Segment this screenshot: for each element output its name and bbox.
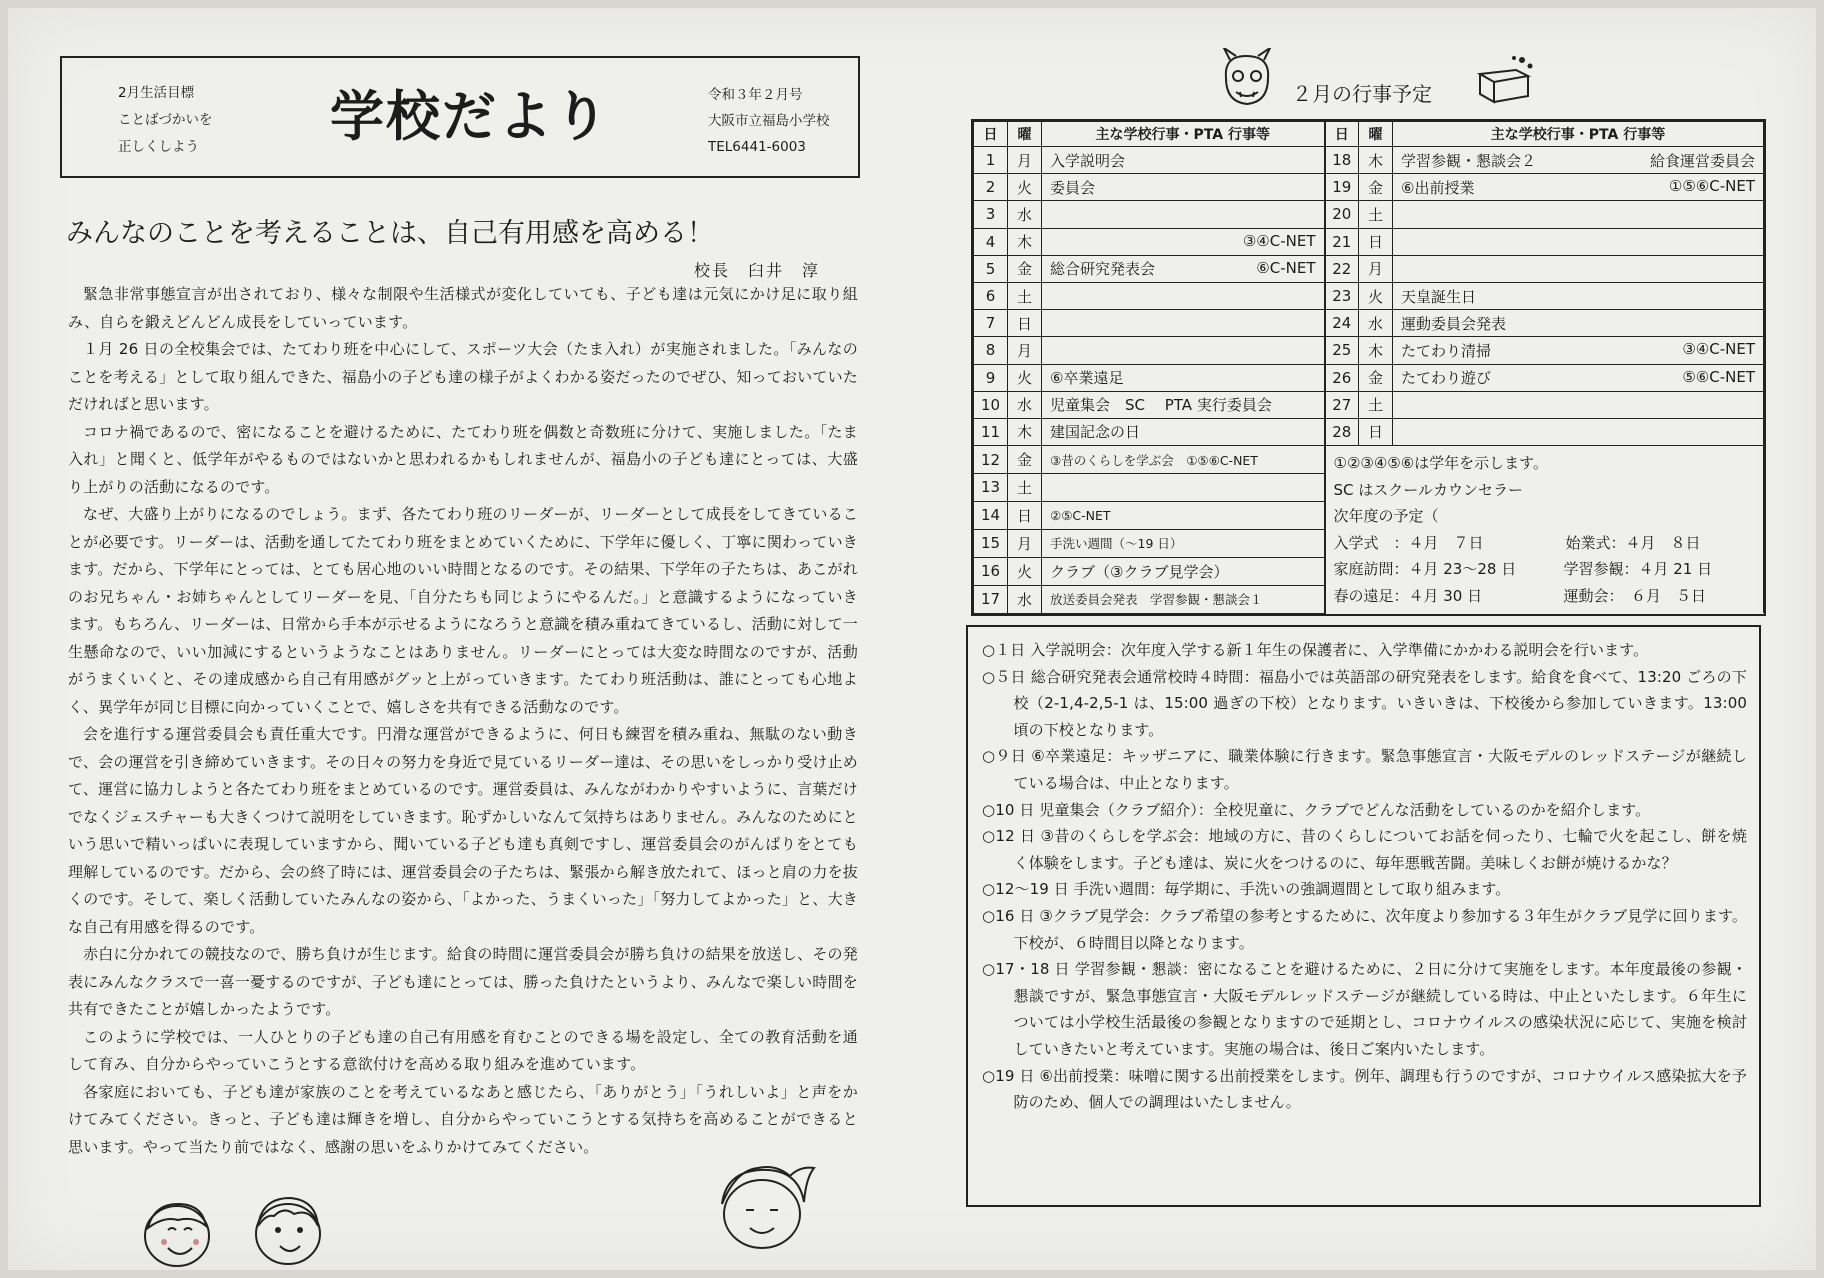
note-row — [1334, 583, 1756, 610]
list-item: ○１日 入学説明会：次年度入学する新１年生の保護者に、入学準備にかかわる説明会を行います。 — [982, 641, 1649, 659]
event-note: ⑥C-NET — [1256, 258, 1316, 277]
day-number: 6 — [974, 282, 1008, 309]
event-text: 放送委員会発表 学習参観・懇談会１ — [1050, 592, 1263, 608]
weekday: 木 — [1008, 418, 1042, 445]
day-number: 8 — [974, 337, 1008, 364]
day-number: 15 — [974, 529, 1008, 557]
note-observation: 学習参観：４月 21 日 — [1563, 560, 1713, 579]
day-number: 18 — [1325, 147, 1359, 174]
weekday: 月 — [1008, 529, 1042, 557]
day-number: 7 — [974, 310, 1008, 337]
day-number: 21 — [1325, 228, 1359, 255]
event-cell — [1393, 228, 1764, 255]
event-cell — [1042, 529, 1325, 557]
day-number: 14 — [974, 501, 1008, 529]
article-paragraph: なぜ、大盛り上がりになるのでしょう。まず、各たてわり班のリーダーが、リーダーとして成長をしてきていることが必要です。リーダーは、活動を通してたてわり班をまとめていくために、下学年に優しく、丁寧に関わっていきます。だから、下学年にとっては、とても居心地のいい時間となるのです。その結果、下学年の子たちは、あこがれのお兄ちゃん・お姉ちゃんとしてリーダーを見、「自分たちも同じようにやるんだ。」と意識するようになっていきます。もちろん、リーダーは、日常から手本が示せるようになろうと意識を積み重ねてきているし、活動に対して一生懸命なので、いい加減にするというようなことはありません。リーダーにとっては大変な時間なのですが、活動がうまくいくと、その達成感から自己有用感がグッと上がっていきます。たてわり班活動は、誰にとっても心地よく、異学年が同じ目標に向かっていくことで、嬉しさを共有できる活動なのです。 — [68, 505, 858, 716]
day-number: 2 — [974, 174, 1008, 201]
col-header-day: 日 — [1325, 122, 1359, 147]
event-cell — [1042, 174, 1325, 201]
note-sports-day: 運動会： ６月 ５日 — [1563, 586, 1707, 605]
event-cell — [1042, 364, 1325, 391]
article-paragraph: 赤白に分かれての競技なので、勝ち負けが生じます。給食の時間に運営委員会が勝ち負けの結果を放送し、その発表にみんなクラスで一喜一憂するのですが、子ども達にとっては、勝った負けたというより、みんなで楽しい時間を共有できたことが嬉しかったようです。 — [68, 945, 858, 1018]
weekday: 日 — [1359, 228, 1393, 255]
event-details — [966, 625, 1761, 1207]
note-opening: 始業式：４月 ８日 — [1565, 533, 1701, 552]
day-number: 12 — [974, 446, 1008, 474]
monthly-goal — [118, 80, 213, 161]
event-text: クラブ（③クラブ見学会） — [1050, 562, 1229, 581]
event-text: 児童集会 SC PTA 実行委員会 — [1050, 396, 1272, 415]
event-cell — [1042, 501, 1325, 529]
day-number: 5 — [974, 255, 1008, 282]
weekday: 火 — [1008, 364, 1042, 391]
day-number: 28 — [1325, 418, 1359, 445]
calendar-row — [974, 201, 1764, 228]
newsletter-header — [60, 56, 860, 178]
col-header-day: 日 — [974, 122, 1008, 147]
event-cell — [1393, 337, 1764, 364]
event-calendar-table — [973, 121, 1764, 614]
weekday: 土 — [1008, 282, 1042, 309]
weekday: 日 — [1008, 310, 1042, 337]
event-text: 手洗い週間（～19 日） — [1050, 536, 1183, 552]
article-body — [68, 281, 858, 1161]
calendar-row — [974, 255, 1764, 282]
event-cell — [1042, 337, 1325, 364]
weekday: 金 — [1008, 255, 1042, 282]
issue-date: 令和３年２月号 — [708, 87, 803, 103]
event-cell — [1042, 557, 1325, 585]
weekday: 月 — [1008, 337, 1042, 364]
event-cell — [1042, 255, 1325, 282]
note-next-year: 次年度の予定（ — [1333, 507, 1439, 526]
event-cell — [1393, 255, 1764, 282]
day-number: 19 — [1325, 174, 1359, 201]
list-item: ○12 日 ③昔のくらしを学ぶ会：地域の方に、昔のくらしについてお話を伺ったり、七輪で火を起こし、餅を焼く体験をします。子ども達は、炭に火をつけるのに、毎年悪戦苦闘。美味しくお餅が焼けるかな？ — [982, 827, 1747, 872]
weekday: 土 — [1359, 201, 1393, 228]
article-paragraph: コロナ禍であるので、密になることを避けるために、たてわり班を偶数と奇数班に分けて、実施しました。「たま入れ」と聞くと、低学年がやるものではないかと思われるかもしれませんが、福島小の子ども達にとっては、大盛り上がりの活動になるのです。 — [68, 422, 858, 496]
event-text: 総合研究発表会 — [1050, 260, 1156, 279]
event-cell — [1042, 585, 1325, 613]
event-text: ⑥卒業遠足 — [1050, 369, 1124, 388]
event-cell — [1393, 174, 1764, 201]
oni-mask-icon — [1216, 48, 1278, 112]
day-number: 4 — [974, 228, 1008, 255]
event-cell — [1042, 201, 1325, 228]
school-tel: TEL6441-6003 — [708, 139, 806, 155]
weekday: 火 — [1008, 174, 1042, 201]
bean-box-icon — [1472, 54, 1536, 104]
note-entrance: 入学式 ：４月 ７日 — [1333, 533, 1484, 552]
day-number: 13 — [974, 473, 1008, 501]
weekday: 木 — [1359, 147, 1393, 174]
weekday: 木 — [1359, 337, 1393, 364]
weekday: 金 — [1359, 364, 1393, 391]
day-number: 25 — [1325, 337, 1359, 364]
event-cell — [1042, 310, 1325, 337]
event-text: たてわり清掃 — [1401, 341, 1492, 360]
event-cell — [1393, 282, 1764, 309]
event-cell — [1393, 201, 1764, 228]
col-header-weekday: 曜 — [1359, 122, 1393, 147]
event-text: 委員会 — [1050, 178, 1096, 197]
weekday: 金 — [1008, 446, 1042, 474]
day-number: 22 — [1325, 255, 1359, 282]
list-item: ○５日 総合研究発表会通常校時４時間：福島小では英語部の研究発表をします。給食を食べて、13:20 ごろの下校（2-1,4-2,5-1 は、15:00 過ぎの下校）となります。いきいきは、下校後から参加していきます。13:00 頃の下校となります。 — [982, 667, 1747, 739]
calendar-row — [974, 446, 1764, 474]
event-note: ①⑤⑥C-NET — [1668, 177, 1755, 196]
event-cell — [1393, 364, 1764, 391]
event-note: ③④C-NET — [1242, 231, 1316, 250]
weekday: 土 — [1008, 473, 1042, 501]
note-row — [1334, 556, 1756, 583]
day-number: 10 — [974, 391, 1008, 418]
weekday: 水 — [1008, 391, 1042, 418]
day-number: 23 — [1325, 282, 1359, 309]
event-cell — [1042, 446, 1325, 474]
day-number: 20 — [1325, 201, 1359, 228]
event-cell — [1393, 147, 1764, 174]
schedule-title: ２月の行事予定 — [1292, 82, 1432, 106]
calendar-row — [974, 147, 1764, 174]
weekday: 月 — [1008, 147, 1042, 174]
event-text: 天皇誕生日 — [1401, 287, 1477, 306]
issue-info — [708, 82, 830, 160]
calendar-header-row — [974, 122, 1764, 147]
event-calendar — [971, 119, 1766, 616]
col-header-events: 主な学校行事・PTA 行事等 — [1393, 122, 1764, 147]
calendar-row — [974, 174, 1764, 201]
weekday: 水 — [1359, 310, 1393, 337]
day-number: 17 — [974, 585, 1008, 613]
col-header-events: 主な学校行事・PTA 行事等 — [1042, 122, 1325, 147]
school-name: 大阪市立福島小学校 — [708, 113, 830, 129]
calendar-row — [974, 391, 1764, 418]
day-number: 11 — [974, 418, 1008, 445]
note-grades: ①②③④⑤⑥は学年を示します。 — [1333, 454, 1548, 473]
article-paragraph: 緊急非常事態宣言が出されており、様々な制限や生活様式が変化していても、子ども達は元気にかけ足に取り組み、自らを鍛えどんどん成長をしていっています。 — [68, 285, 858, 331]
child-face-illustration-2 — [244, 1186, 330, 1272]
event-text: 運動委員会発表 — [1401, 314, 1507, 333]
col-header-weekday: 曜 — [1008, 122, 1042, 147]
weekday: 水 — [1008, 585, 1042, 613]
event-text: ⑥出前授業 — [1401, 178, 1475, 197]
weekday: 火 — [1359, 282, 1393, 309]
weekday: 木 — [1008, 228, 1042, 255]
weekday: 土 — [1359, 391, 1393, 418]
schedule-notes — [1325, 446, 1764, 614]
child-face-illustration-3 — [710, 1158, 820, 1254]
event-text: たてわり遊び — [1401, 369, 1492, 388]
day-number: 26 — [1325, 364, 1359, 391]
event-cell — [1042, 282, 1325, 309]
article-paragraph: 各家庭においても、子ども達が家族のことを考えているなあと感じたら、「ありがとう」「うれしいよ」と声をかけてみてください。きっと、子ども達は輝きを増し、自分からやっていこうとする気持ちを高めることができると思います。やって当たり前ではなく、感謝の思いをふりかけてみてください。 — [68, 1082, 858, 1156]
event-cell — [1042, 473, 1325, 501]
goal-line-1: ことばづかいを — [118, 112, 213, 128]
newsletter-title: 学校だより — [330, 85, 610, 148]
weekday: 日 — [1359, 418, 1393, 445]
day-number: 27 — [1325, 391, 1359, 418]
event-cell — [1042, 228, 1325, 255]
event-cell — [1042, 391, 1325, 418]
list-item: ○16 日 ③クラブ見学会：クラブ希望の参考とするために、次年度より参加する３年生がクラブ見学に回ります。下校が、６時間目以降となります。 — [982, 906, 1747, 952]
event-text: ②⑤C-NET — [1050, 507, 1111, 523]
list-item: ○19 日 ⑥出前授業：味噌に関する出前授業をします。例年、調理も行うのですが、コロナウイルス感染拡大を予防のため、個人での調理はいたしません。 — [982, 1066, 1747, 1112]
event-cell — [1393, 310, 1764, 337]
child-face-illustration-1 — [134, 1190, 220, 1276]
newsletter-sheet — [8, 8, 1816, 1270]
calendar-row — [974, 228, 1764, 255]
weekday: 月 — [1359, 255, 1393, 282]
list-item: ○12～19 日 手洗い週間：毎学期に、手洗いの強調週間として取り組みます。 — [982, 880, 1511, 899]
calendar-row — [974, 282, 1764, 309]
note-spring-trip: 春の遠足：４月 30 日 — [1333, 586, 1483, 605]
event-note: 給食運営委員会 — [1649, 152, 1755, 170]
goal-label: 2月生活目標 — [118, 85, 195, 101]
event-cell — [1042, 147, 1325, 174]
list-item: ○10 日 児童集会（クラブ紹介）：全校児童に、クラブでどんな活動をしているのかを紹介します。 — [982, 800, 1651, 819]
list-item: ○９日 ⑥卒業遠足：キッザニアに、職業体験に行きます。緊急事態宣言・大阪モデルのレッドステージが継続している場合は、中止となります。 — [982, 747, 1747, 792]
event-text: 入学説明会 — [1050, 151, 1126, 170]
weekday: 日 — [1008, 501, 1042, 529]
event-details-list — [968, 627, 1759, 1116]
note-sc: SC はスクールカウンセラー — [1333, 480, 1523, 499]
event-note: ③④C-NET — [1682, 340, 1755, 359]
weekday: 火 — [1008, 557, 1042, 585]
article-author: 校長 臼井 淳 — [694, 261, 821, 280]
day-number: 1 — [974, 147, 1008, 174]
article-paragraph: １月 26 日の全校集会では、たてわり班を中心にして、スポーツ大会（たま入れ）が実施されました。「みんなのことを考える」として取り組んできた、福島小の子ども達の様子がよくわかる姿だったのでぜひ、知っておいていただければと思います。 — [68, 340, 858, 413]
article-paragraph: このように学校では、一人ひとりの子ども達の自己有用感を育むことのできる場を設定し、全ての教育活動を通して育み、自分からやっていこうとする意欲付けを高める取り組みを進めています。 — [68, 1027, 858, 1073]
event-text: ③昔のくらしを学ぶ会 ①⑤⑥C-NET — [1050, 452, 1258, 468]
calendar-row — [974, 310, 1764, 337]
day-number: 3 — [974, 201, 1008, 228]
calendar-row — [974, 337, 1764, 364]
event-text: 建国記念の日 — [1050, 423, 1141, 442]
event-cell — [1042, 418, 1325, 445]
weekday: 金 — [1359, 174, 1393, 201]
calendar-row — [974, 418, 1764, 445]
day-number: 16 — [974, 557, 1008, 585]
note-row — [1334, 530, 1756, 557]
event-text: 学習参観・懇談会２ — [1401, 151, 1537, 170]
event-note: ⑤⑥C-NET — [1682, 367, 1755, 386]
article-paragraph: 会を進行する運営委員会も責任重大です。円滑な運営ができるように、何日も練習を積み重ね、無駄のない動きで、会の運営を引き締めていきます。その日々の努力を身近で見ているリーダー達は、その思いをしっかり受け止めて、運営に協力しようと各たてわり班をまとめているのです。運営委員は、みんながわかりやすいように、言葉だけでなくジェスチャーも大きくつけて説明をしていきます。恥ずかしいなんて気持ちはありません。みんなのためにという思いで精いっぱいに表現していますから、聞いている子ども達も真剣ですし、運営委員会のがんばりをとても理解しているのです。だから、会の終了時には、運営委員会の子たちは、緊張から解き放たれて、ほっと肩の力を抜くのです。そして、楽しく活動していたみんなの姿から、「よかった、うまくいった」「努力してよかった」と、大きな自己有用感を得るのです。 — [68, 725, 858, 936]
day-number: 9 — [974, 364, 1008, 391]
article-headline: みんなのことを考えることは、自己有用感を高める！ — [66, 218, 714, 249]
day-number: 24 — [1325, 310, 1359, 337]
goal-line-2: 正しくしよう — [118, 139, 199, 155]
event-cell — [1393, 418, 1764, 445]
list-item: ○17・18 日 学習参観・懇談：密になることを避けるために、２日に分けて実施をします。本年度最後の参観・懇談ですが、緊急事態宣言・大阪モデルレッドステージが継続している時は、中止といたします。６年生については小学校生活最後の参観となりますので延期とし、コロナウイルスの感染状況に応じて、実施を検討していきたいと考えています。実施の場合は、後日ご案内いたします。 — [982, 960, 1747, 1058]
calendar-row — [974, 364, 1764, 391]
note-home-visit: 家庭訪問：４月 23～28 日 — [1333, 560, 1517, 579]
event-cell — [1393, 391, 1764, 418]
weekday: 水 — [1008, 201, 1042, 228]
